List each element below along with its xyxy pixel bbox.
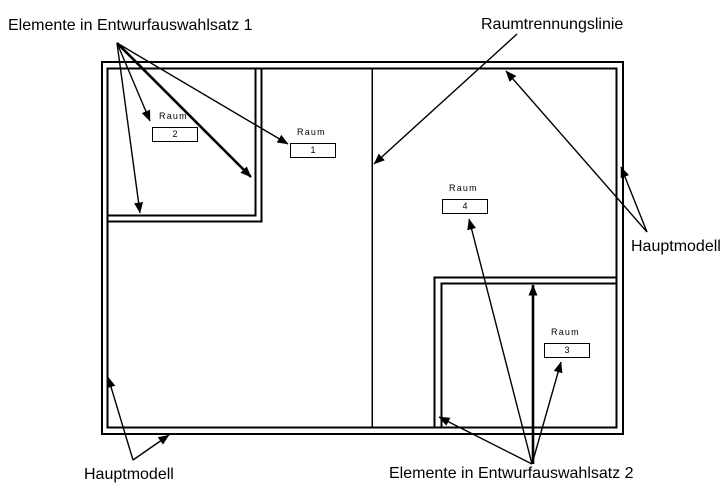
room-1-name: Raum: [297, 127, 326, 137]
label-main-model-bottom: Hauptmodell: [84, 466, 174, 483]
annotation-arrows: [108, 34, 647, 464]
room-4-tag: [442, 183, 488, 214]
arrow-to-top-wall: [506, 71, 647, 232]
arrow-separation-line: [374, 34, 517, 164]
inner-wall: [108, 69, 617, 428]
room-2-tag: [152, 111, 198, 142]
room-3-number-box: 3: [544, 343, 590, 358]
label-separation-line: Raumtrennungslinie: [481, 16, 624, 33]
label-design-set-1: Elemente in Entwurfauswahlsatz 1: [8, 17, 253, 34]
arrow-to-bottom-wall: [133, 435, 169, 460]
room-2-name: Raum: [159, 111, 188, 121]
label-design-set-2: Elemente in Entwurfauswahlsatz 2: [389, 465, 634, 482]
arrows-main-model-right: [506, 71, 647, 232]
arrow-to-left-wall: [108, 377, 133, 460]
room-4-number-box: 4: [442, 199, 488, 214]
room-2-number-box: 2: [152, 127, 198, 142]
room-1-tag: [290, 127, 336, 158]
arrow-to-separation-line: [374, 34, 517, 164]
arrow-to-right-wall: [621, 167, 647, 232]
room-4-name: Raum: [449, 183, 478, 193]
label-main-model-right: Hauptmodell: [631, 238, 721, 255]
arrow-to-room3-tag: [532, 362, 561, 464]
arrow-to-room3-corner: [439, 417, 532, 464]
room-3-wall-inner: [442, 284, 617, 428]
arrows-main-model-bottom: [108, 377, 169, 460]
room-3-tag: [544, 327, 590, 358]
room-3-name: Raum: [551, 327, 580, 337]
room-1-number-box: 1: [290, 143, 336, 158]
